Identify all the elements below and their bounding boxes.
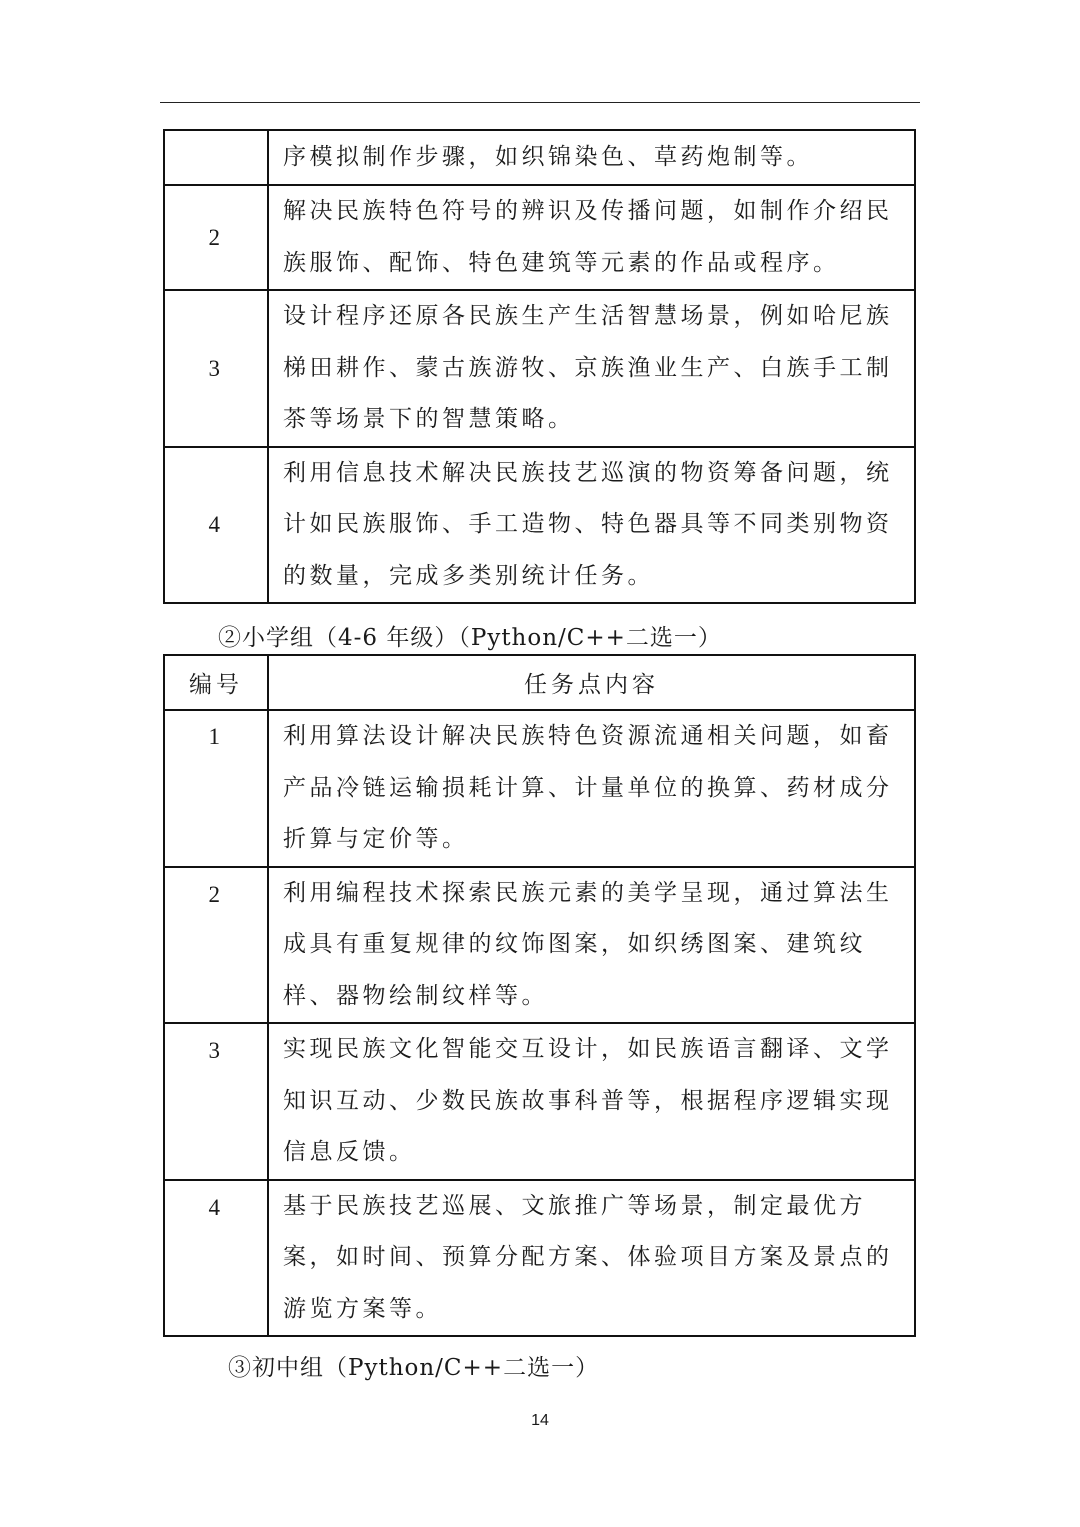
table-row [164,1180,915,1337]
table-row [164,1023,915,1180]
section-title-junior: ③初中组（Python/C++二选一） [228,1355,600,1381]
row-content: 利用编程技术探索民族元素的美学呈现，通过算法生成具有重复规律的纹饰图案，如织绣图案、建筑纹样、器物绘制纹样等。 [268,867,915,1024]
row-number: 1 [164,710,268,867]
table-row [164,290,915,447]
row-content: 解决民族特色符号的辨识及传播问题，如制作介绍民族服饰、配饰、特色建筑等元素的作品或程序。 [268,185,915,290]
row-content: 利用信息技术解决民族技艺巡演的物资筹备问题，统计如民族服饰、手工造物、特色器具等不同类别物资的数量，完成多类别统计任务。 [268,447,915,604]
table-row [164,867,915,1024]
section-title-primary: ②小学组（4-6 年级）（Python/C++二选一） [218,625,722,651]
row-number: 4 [164,447,268,604]
row-content: 设计程序还原各民族生产生活智慧场景，例如哈尼族梯田耕作、蒙古族游牧、京族渔业生产、白族手工制茶等场景下的智慧策略。 [268,290,915,447]
table-header-row [164,655,915,710]
page-number: 14 [531,1412,549,1429]
row-number: 4 [164,1180,268,1337]
column-header-number: 编号 [164,655,268,710]
table-row [164,447,915,604]
row-content: 实现民族文化智能交互设计，如民族语言翻译、文学知识互动、少数民族故事科普等，根据程序逻辑实现信息反馈。 [268,1023,915,1180]
table-row [164,710,915,867]
row-content: 基于民族技艺巡展、文旅推广等场景，制定最优方案，如时间、预算分配方案、体验项目方案及景点的游览方案等。 [268,1180,915,1337]
row-number [164,130,268,185]
row-content: 序模拟制作步骤，如织锦染色、草药炮制等。 [268,130,915,185]
task-table-continued [163,129,916,604]
header-rule [160,102,920,103]
table-row [164,185,915,290]
row-number: 2 [164,867,268,1024]
task-table-primary [163,654,916,1337]
row-number: 3 [164,1023,268,1180]
row-content: 利用算法设计解决民族特色资源流通相关问题，如畜产品冷链运输损耗计算、计量单位的换算、药材成分折算与定价等。 [268,710,915,867]
row-number: 2 [164,185,268,290]
table-row [164,130,915,185]
column-header-content: 任务点内容 [268,655,915,710]
row-number: 3 [164,290,268,447]
